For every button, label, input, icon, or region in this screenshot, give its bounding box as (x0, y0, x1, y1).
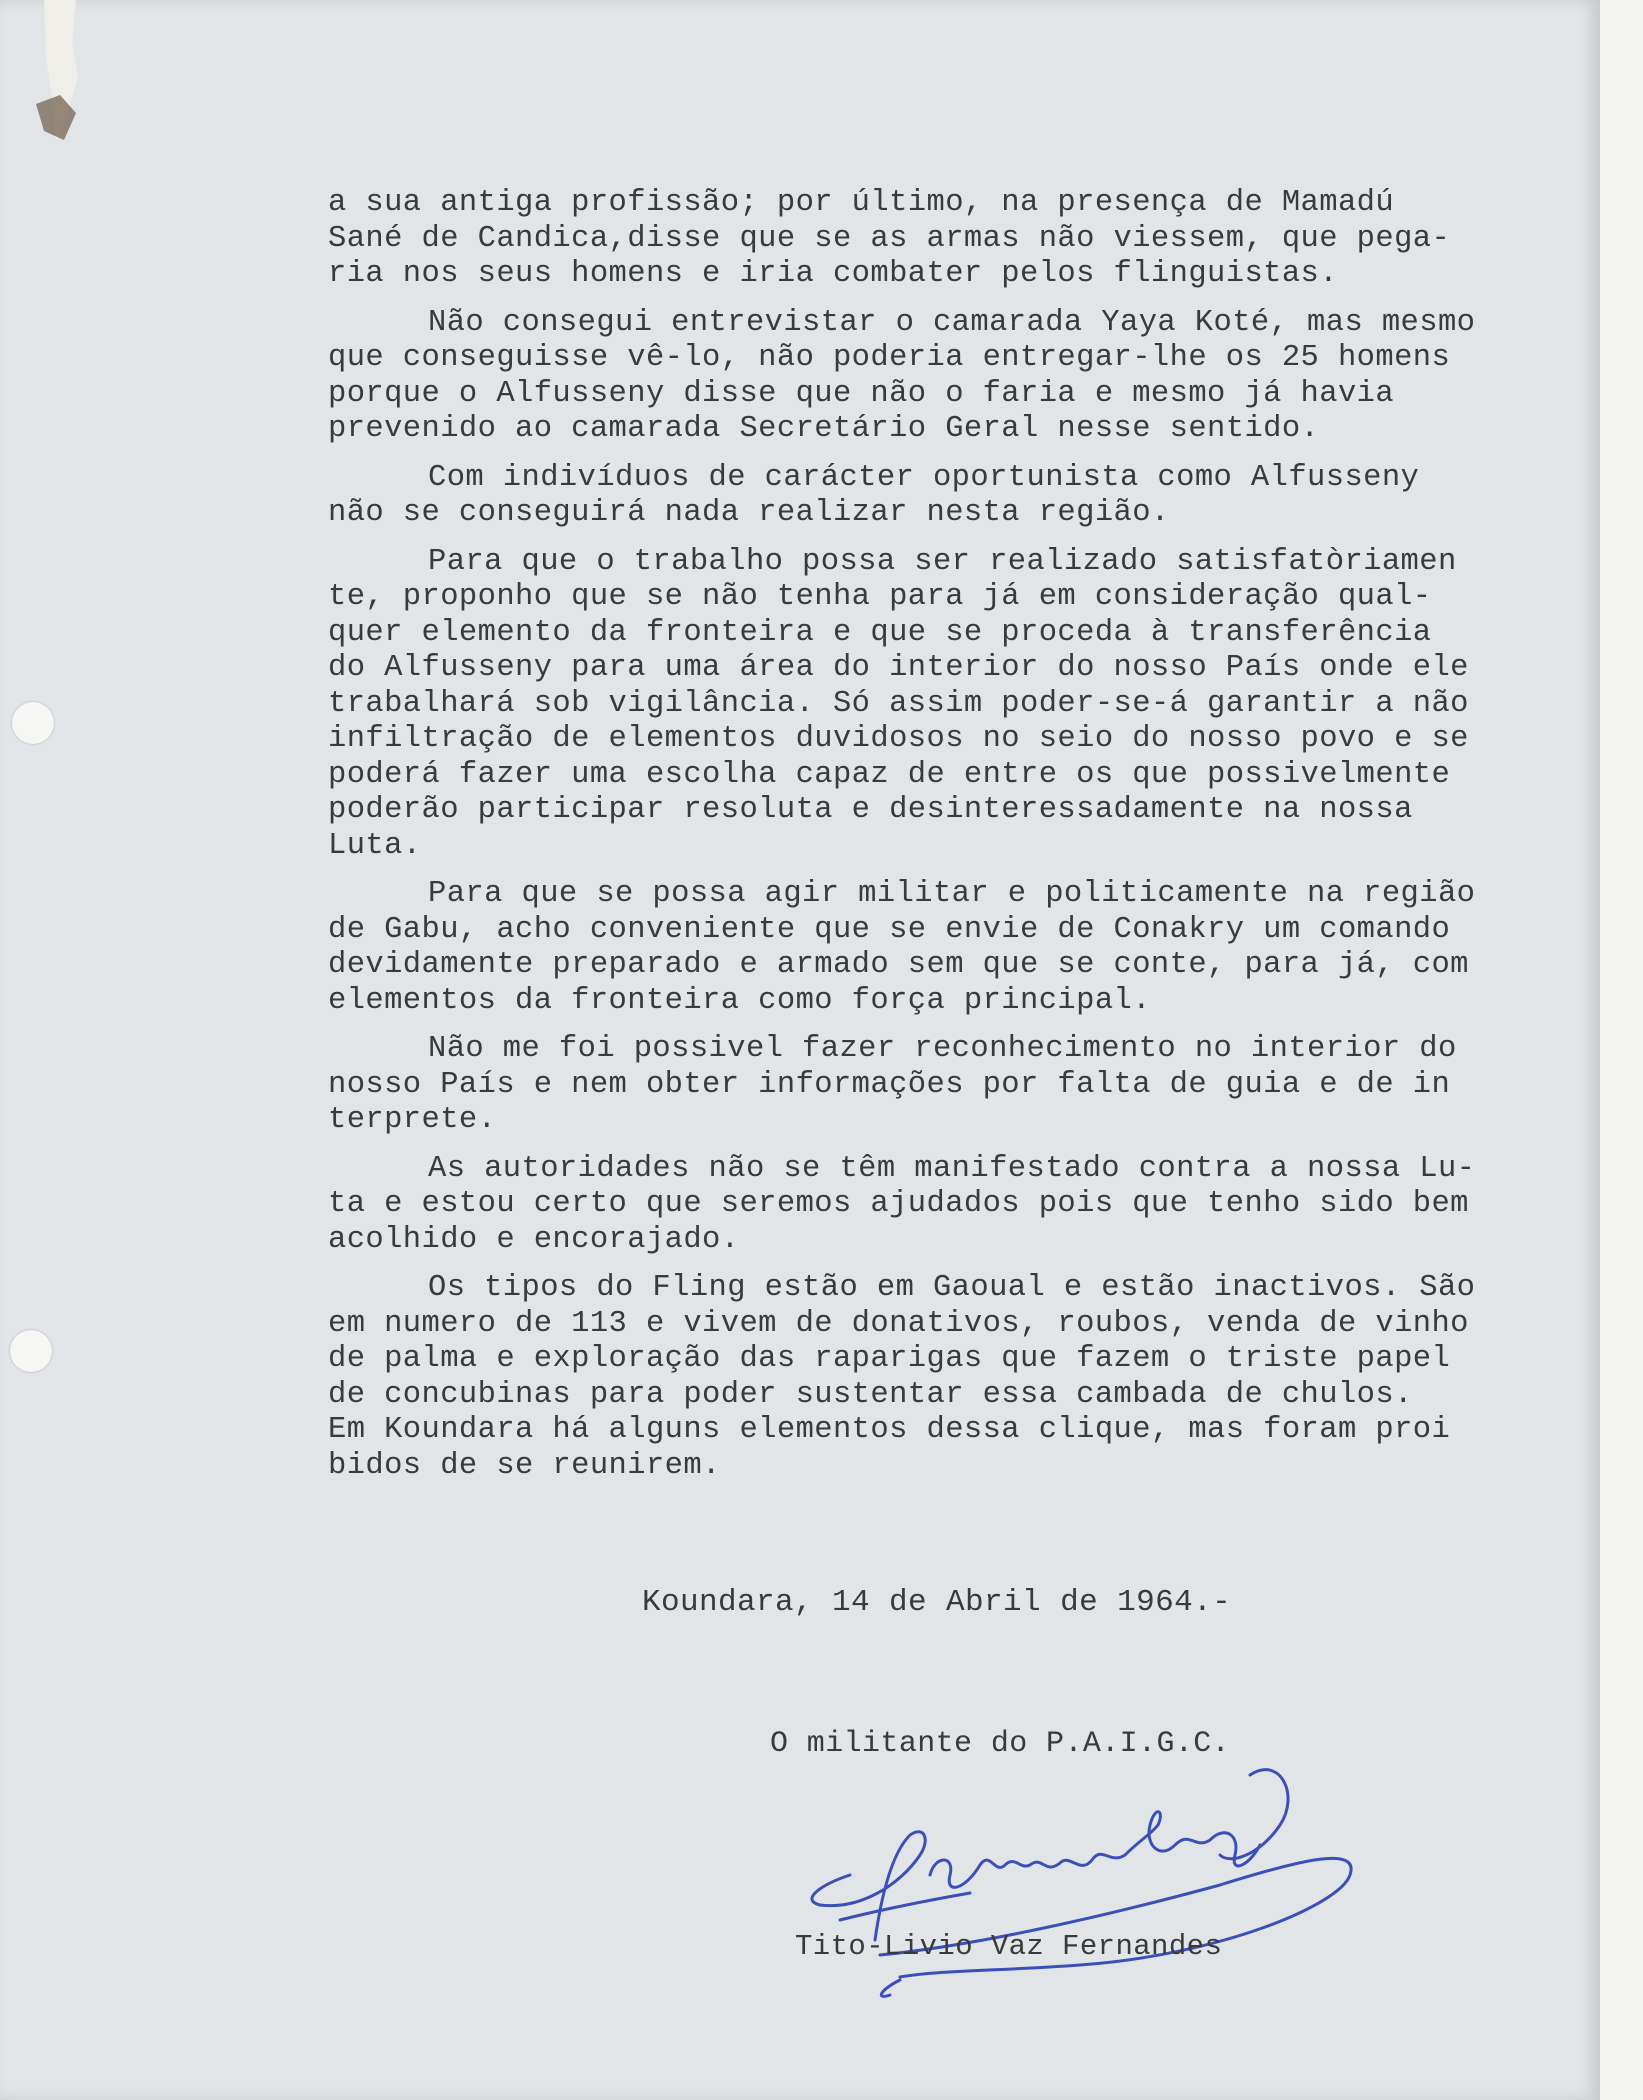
paragraph (328, 545, 1613, 865)
paragraph (328, 1032, 1613, 1139)
paragraph (328, 461, 1613, 532)
text-line: te, proponho que se não tenha para já em consideração qual- (328, 580, 1432, 614)
text-line: quer elemento da fronteira e que se proceda à transferência (328, 615, 1432, 650)
paragraph (328, 1271, 1613, 1484)
dateline: Koundara, 14 de Abril de 1964.- (642, 1585, 1232, 1620)
text-line: a sua antiga profissão; por último, na presença de Mamadú (328, 186, 1395, 220)
text-line: poderão participar resoluta e desinteressadamente na nossa (328, 793, 1413, 827)
text-line: devidamente preparado e armado sem que se conte, para já, com (328, 948, 1469, 982)
text-line: ta e estou certo que seremos ajudados pois que tenho sido bem (328, 1187, 1469, 1221)
text-line: infiltração de elementos duvidosos no seio do nosso povo e se (328, 722, 1469, 756)
text-line: terprete. (328, 1103, 497, 1137)
text-line: poderá fazer uma escolha capaz de entre os que possivelmente (328, 757, 1451, 792)
text-line: não se conseguirá nada realizar nesta região. (328, 496, 1170, 530)
text-line: de palma e exploração das raparigas que fazem o triste papel (328, 1342, 1451, 1376)
text-line: elementos da fronteira como força principal. (328, 983, 1151, 1018)
text-line: As autoridades não se têm manifestado contra a nossa Lu- (428, 1151, 1476, 1186)
punch-hole (12, 702, 54, 744)
text-line: bidos de se reunirem. (328, 1448, 721, 1483)
text-line: Sané de Candica,disse que se as armas não viessem, que pega- (328, 221, 1451, 256)
text-line: ria nos seus homens e iria combater pelos flinguistas. (328, 257, 1338, 291)
text-line: de Gabu, acho conveniente que se envie de Conakry um comando (328, 912, 1451, 947)
text-line: que conseguisse vê-lo, não poderia entregar-lhe os 25 homens (328, 341, 1451, 375)
punch-hole (10, 1330, 52, 1372)
paragraph (328, 306, 1613, 448)
handwritten-signature (780, 1715, 1380, 2015)
paragraph (328, 1152, 1613, 1259)
text-line: Para que se possa agir militar e politicamente na região (428, 877, 1476, 911)
text-line: do Alfusseny para uma área do interior do nosso País onde ele (328, 651, 1469, 685)
scan-background-strip (1600, 0, 1643, 2100)
signer-organization: O militante do P.A.I.G.C. (770, 1727, 1231, 1761)
text-line: Luta. (328, 828, 422, 863)
text-line: de concubinas para poder sustentar essa cambada de chulos. (328, 1377, 1413, 1412)
text-line: Não me foi possivel fazer reconhecimento no interior do (428, 1032, 1457, 1066)
signer-name: Tito-Livio Vaz Fernandes (795, 1930, 1223, 1963)
paragraph (328, 186, 1613, 293)
text-line: nosso País e nem obter informações por falta de guia e de in (328, 1067, 1451, 1102)
text-line: acolhido e encorajado. (328, 1222, 740, 1257)
text-line: prevenido ao camarada Secretário Geral nesse sentido. (328, 412, 1320, 446)
text-line: Para que o trabalho possa ser realizado satisfatòriamen (428, 544, 1457, 579)
text-line: em numero de 113 e vivem de donativos, roubos, venda de vinho (328, 1306, 1469, 1341)
letter-body (328, 186, 1613, 1497)
text-line: Em Koundara há alguns elementos dessa clique, mas foram proi (328, 1413, 1451, 1447)
text-line: Os tipos do Fling estão em Gaoual e estão inactivos. São (428, 1271, 1476, 1305)
paragraph (328, 877, 1613, 1019)
text-line: trabalhará sob vigilância. Só assim poder-se-á garantir a não (328, 686, 1469, 721)
text-line: Com indivíduos de carácter oportunista como Alfusseny (428, 460, 1420, 495)
text-line: porque o Alfusseny disse que não o faria e mesmo já havia (328, 376, 1395, 411)
text-line: Não consegui entrevistar o camarada Yaya Koté, mas mesmo (428, 305, 1476, 340)
